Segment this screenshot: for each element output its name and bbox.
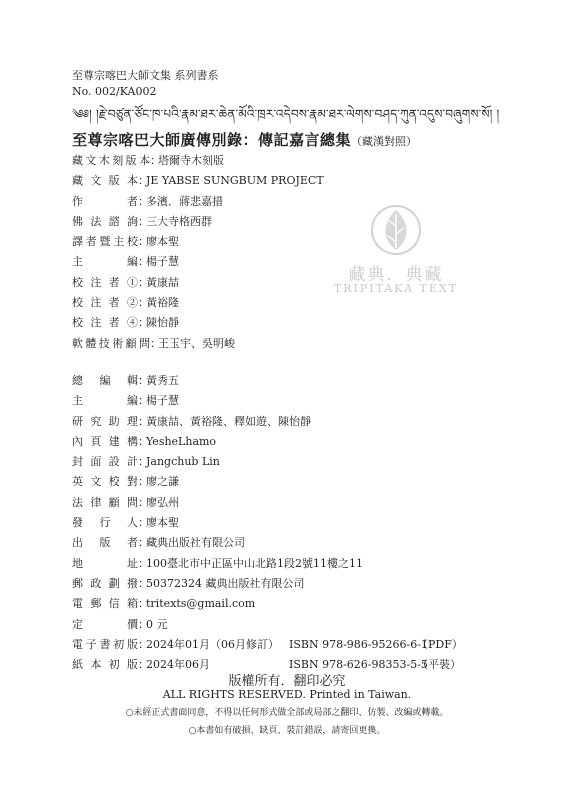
credit-row [72, 554, 363, 574]
credit-row [72, 635, 463, 655]
credit-label: 校注者④ [72, 316, 138, 330]
credit-colon: ： [138, 597, 149, 611]
logo-text-zh: 藏典．典藏 [348, 265, 444, 285]
credit-value: 0 元 [146, 617, 168, 631]
credit-label: 藏文木刻版本 [72, 154, 150, 167]
credit-value: tritexts@gmail.com [146, 597, 256, 611]
credit-value: 50372324 藏典出版社有限公司 [146, 576, 305, 590]
credit-value: 廖之謙 [146, 475, 179, 489]
credit-colon: ： [138, 214, 149, 228]
credit-colon: ： [138, 194, 149, 208]
credit-row [72, 412, 363, 432]
credit-row [72, 391, 363, 411]
publisher-logo [326, 200, 466, 310]
credit-value: 三大寺格西群 [146, 214, 212, 228]
series-info [72, 68, 219, 100]
credit-label: 校注者② [72, 296, 138, 310]
credit-value: 塔爾寺木刻版 [158, 154, 224, 167]
logo-text-en: TRIPITAKA TEXT [333, 282, 459, 295]
credit-value: 黃康喆 [146, 275, 179, 289]
credit-row [72, 432, 363, 452]
credit-label: 校注者① [72, 275, 138, 289]
credit-colon: ： [138, 235, 149, 249]
credit-label: 主編 [72, 394, 138, 408]
credit-value: 楊子慧 [146, 394, 179, 408]
credit-row [72, 334, 324, 354]
credit-colon: ： [150, 154, 161, 167]
credit-colon: ： [138, 495, 149, 509]
notice-reproduction: ○未經正式書面同意，不得以任何形式做全部或局部之翻印、仿製、改編或轉載。 [125, 708, 449, 718]
credit-label: 佛法諮詢 [72, 214, 138, 228]
credit-colon: ： [138, 617, 149, 631]
credit-value: 100臺北市中正區中山北路1段2號11樓之11 [146, 556, 363, 570]
credit-value: 廖本聖 [146, 516, 179, 530]
credits-top [72, 151, 324, 354]
notice-replacement: ○本書如有破損、缺頁、裝訂錯誤，請寄回更換。 [188, 726, 386, 736]
credit-colon: ： [138, 374, 149, 387]
leaf-drop-icon [326, 200, 466, 260]
tibetan-title: ༄༅། །རྗེ་བཙུན་ཙོང་ཁ་པའི་རྣམ་ཐར་ཆེན་མོའི་ཁྲར་འདེབས་རྣམ་ཐར་ལེགས་བཤད་ཀུན་འདུས་བཞུགས་སོ། ། [72, 107, 500, 121]
credit-row [72, 533, 363, 553]
credit-colon: ： [138, 516, 149, 530]
credit-colon: ： [138, 275, 149, 289]
credit-row [72, 293, 324, 313]
edition-format: （PDF） [417, 637, 463, 651]
credit-label: 主編 [72, 255, 138, 269]
credit-row [72, 273, 324, 293]
credit-row [72, 212, 324, 232]
credits-bottom [72, 371, 463, 675]
credit-row [72, 232, 324, 252]
credit-colon: ： [138, 414, 149, 428]
credit-label: 電郵信箱 [72, 597, 138, 611]
credit-label: 法律顧問 [72, 495, 138, 509]
credit-row [72, 192, 324, 212]
credit-label: 譯者暨主校 [72, 235, 138, 249]
credit-value: 多濱．蔣悲嘉措 [146, 194, 223, 208]
credit-row [72, 171, 324, 191]
credit-colon: ： [138, 637, 149, 651]
credit-value: 黃裕隆 [146, 296, 179, 310]
series-number: No. 002/KA002 [72, 85, 157, 98]
credit-colon: ： [138, 556, 149, 570]
credit-row [72, 493, 363, 513]
credit-label: 研究助理 [72, 414, 138, 428]
isbn-number: ISBN 978-986-95266-6-1 [289, 637, 428, 651]
isbn-number: ISBN 978-626-98353-5-5 [289, 658, 428, 672]
credit-label: 藏文版本 [72, 174, 138, 188]
credit-value: 廖弘州 [146, 495, 179, 509]
credit-colon: ： [138, 394, 149, 408]
credit-label: 電子書初版 [72, 637, 138, 651]
credit-colon: ： [138, 296, 149, 310]
credit-row [72, 313, 324, 333]
credit-row [72, 371, 363, 391]
credit-value: YesheLhamo [146, 434, 217, 448]
credit-label: 軟體技術顧問 [72, 336, 150, 350]
credit-label: 紙本初版 [72, 658, 138, 672]
credit-value: 黃秀五 [146, 374, 179, 387]
credit-value: 黃康喆、黃裕隆、釋如遊、陳怡靜 [146, 414, 311, 428]
credit-row [72, 615, 363, 635]
credit-label: 定價 [72, 617, 138, 631]
credit-colon: ： [138, 455, 149, 469]
credit-label: 封面設計 [72, 455, 138, 469]
credit-row [72, 151, 324, 171]
credit-colon: ： [138, 434, 149, 448]
credit-label: 英文校對 [72, 475, 138, 489]
rights-en: ALL RIGHTS RESERVED. Printed in Taiwan. [162, 688, 412, 701]
credit-row [72, 472, 363, 492]
credit-value: 藏典出版社有限公司 [146, 536, 245, 550]
credit-colon: ： [138, 255, 149, 269]
credit-value: Jangchub Lin [146, 455, 220, 469]
credit-row [72, 513, 363, 533]
credit-colon: ： [138, 576, 149, 590]
credit-colon: ： [138, 536, 149, 550]
credit-value: 王玉宇、吳明峻 [158, 336, 235, 350]
credit-row [72, 594, 363, 614]
rights-zh: 版權所有．翻印必究 [228, 674, 346, 689]
credit-label: 郵政劃撥 [72, 576, 138, 590]
credit-row [72, 252, 324, 272]
credit-label: 總編輯 [72, 374, 138, 387]
credit-row [72, 574, 363, 594]
credit-colon: ： [138, 174, 149, 188]
credit-colon: ： [138, 475, 149, 489]
credit-label: 發行人 [72, 516, 138, 530]
series-collection: 至尊宗喀巴大師文集 系列書系 [72, 69, 219, 82]
credit-value: 陳怡靜 [146, 316, 179, 330]
credit-value: JE YABSE SUNGBUM PROJECT [146, 174, 324, 188]
credit-label: 內頁建構 [72, 434, 138, 448]
main-title-text: 至尊宗喀巴大師廣傳別錄：傳記嘉言總集 [72, 131, 352, 149]
edition-format: （平裝） [417, 658, 461, 672]
credit-label: 地址 [72, 556, 138, 570]
credit-value: 2024年06月 [146, 658, 210, 672]
credit-colon: ： [138, 658, 149, 672]
credit-value: 廖本聖 [146, 235, 179, 249]
credit-value: 2024年01月（06月修訂） [146, 637, 279, 651]
credit-colon: ： [138, 316, 149, 330]
main-title-subtitle: （藏漢對照） [351, 135, 418, 148]
credit-value: 楊子慧 [146, 255, 179, 269]
credit-colon: ： [150, 336, 161, 350]
credit-label: 出版者 [72, 536, 138, 550]
credit-row [72, 452, 363, 472]
main-title [72, 129, 417, 150]
credit-label: 作者 [72, 194, 138, 208]
